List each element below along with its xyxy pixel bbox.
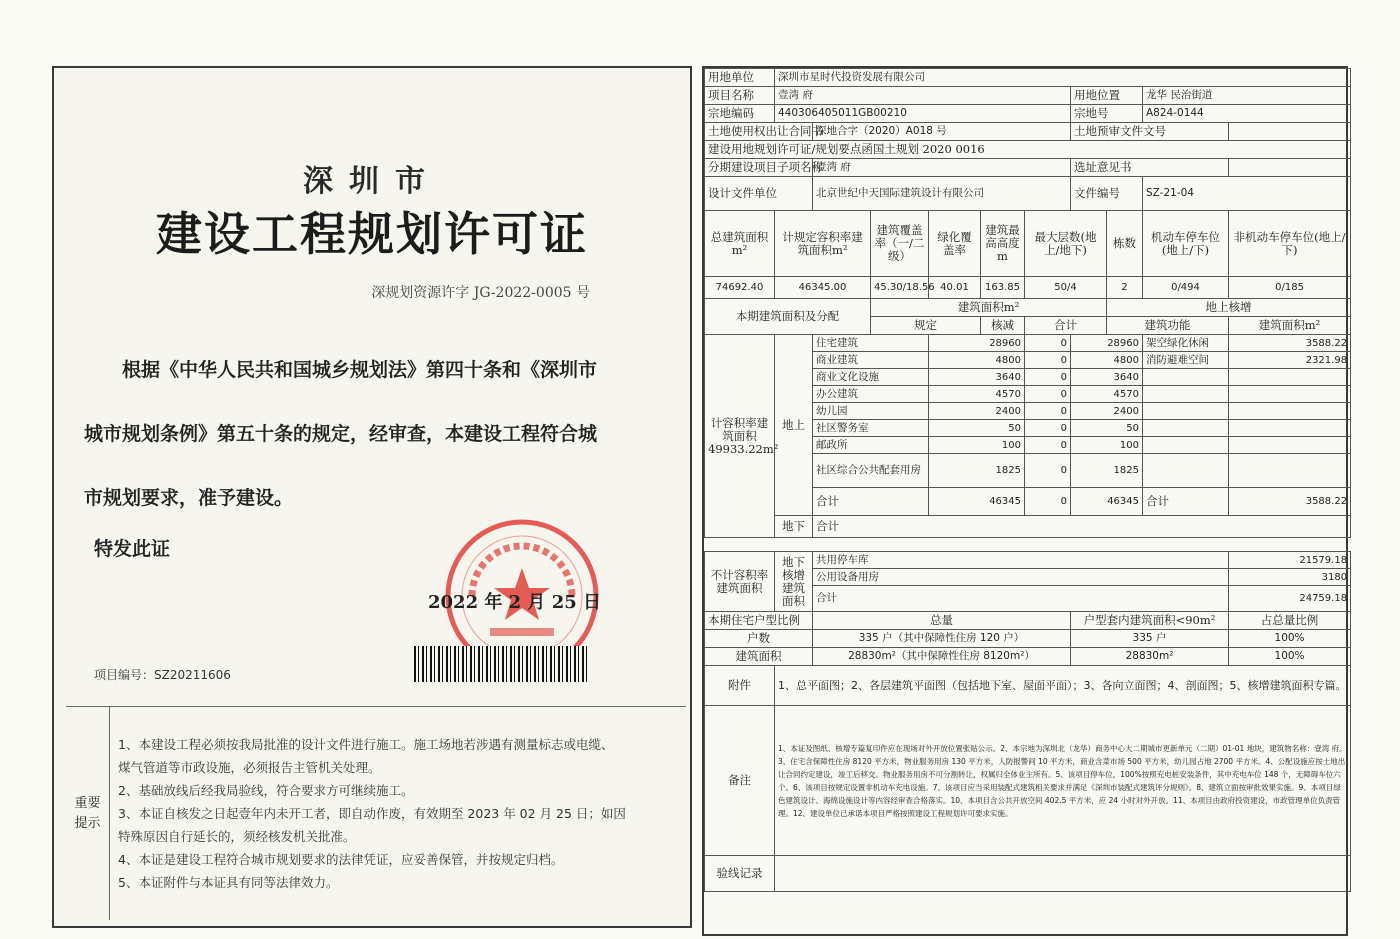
item-function	[1143, 437, 1229, 454]
unit-label: 用地单位	[705, 69, 775, 87]
metric-value: 163.85	[981, 277, 1025, 299]
para-line-1: 根据《中华人民共和国城乡规划法》第四十条和《深圳市	[122, 359, 598, 381]
notice-label-line-2: 提示	[74, 815, 101, 831]
site-opinion-value	[1229, 159, 1351, 177]
item-name: 邮政所	[813, 437, 929, 454]
item-verified: 0	[1025, 403, 1071, 420]
item-area	[1229, 369, 1351, 386]
designer-label: 设计文件单位	[705, 177, 813, 211]
notice-item: 2、基础放线后经我局验线，符合要求方可继续施工。	[118, 783, 414, 798]
col-area: 建筑面积m²	[1229, 317, 1351, 335]
item-function	[1143, 369, 1229, 386]
certificate-number: 深规划资源许字 JG-2022-0005 号	[371, 285, 590, 301]
below-sum-label: 合计	[813, 516, 1351, 538]
ratio-area-label: 建筑面积	[705, 648, 813, 666]
remarks-label: 备注	[705, 706, 775, 856]
item-planned: 2400	[929, 403, 1025, 420]
notice-item: 1、本建设工程必须按我局批准的设计文件进行施工。施工场地若涉遇有测量标志或电缆、	[118, 737, 614, 752]
item-planned: 50	[929, 420, 1025, 437]
ratio-total-header: 总量	[813, 612, 1071, 630]
city-heading: 深圳市	[303, 164, 441, 199]
item-total: 1825	[1071, 454, 1143, 488]
issue-date: 2022 年 2 月 25 日	[428, 592, 602, 613]
para-line-3: 市规划要求，准予建设。	[84, 487, 294, 509]
ratio-area-small: 28830m²	[1071, 648, 1229, 666]
item-function	[1143, 420, 1229, 437]
notice-label	[66, 707, 110, 920]
core-group-header: 地上核增	[1107, 299, 1351, 317]
item-total: 100	[1071, 437, 1143, 454]
sub-item-value: 壹湾 府	[813, 159, 1071, 177]
project-name-value: 壹湾 府	[775, 87, 1071, 105]
item-area	[1229, 420, 1351, 437]
barcode-icon	[414, 646, 590, 682]
permit-details-panel	[702, 66, 1348, 936]
col-total: 合计	[1025, 317, 1107, 335]
notice-label-line-1: 重要	[74, 795, 101, 811]
metric-header: 建筑最高高度m	[981, 211, 1025, 277]
metric-header: 计规定容积率建筑面积m²	[775, 211, 871, 277]
far-area-label: 计容积率建筑面积49933.22m²	[705, 335, 775, 538]
item-planned: 4570	[929, 386, 1025, 403]
metric-header: 非机动车停车位(地上/下)	[1229, 211, 1351, 277]
above-sum-label: 合计	[813, 488, 929, 516]
parcel-no-label: 宗地号	[1071, 105, 1143, 123]
ratio-households-pct: 100%	[1229, 630, 1351, 648]
notice-list	[118, 733, 678, 894]
col-verified: 核减	[981, 317, 1025, 335]
metric-value: 45.30/18.56	[871, 277, 929, 299]
metric-header: 建筑覆盖率（一/二级）	[871, 211, 929, 277]
notice-item: 4、本证是建设工程符合城市规划要求的法律凭证，应妥善保管，并按规定归档。	[118, 852, 564, 867]
non-far-item-value: 21579.18	[1229, 552, 1351, 569]
item-planned: 3640	[929, 369, 1025, 386]
important-notice-box	[66, 706, 686, 920]
metric-value: 74692.40	[705, 277, 775, 299]
remarks-text: 1、本证及图纸、核增专篇复印件应在现场对外开放位置张贴公示。2、本宗地为深圳北（龙华）商务中心大二期城市更新单元（二期）01-01 地块，建筑物名称：壹湾 府。3、住宅含保障性住房 8120 平方米，物业服务用房 130 平方米，人防报警间 10 平方米，商业含菜市场 500 平方米，幼儿园占地 2700 平方米。4、公配设施应按土地出让合同约定建设，竣工后移交。物业服务用房不可分割转让，权属归全体业主所有。5、该项目停车位，100%按照充电桩安装条件，其中充电车位 148 个，无障碍车位六个。6、该项目按规定设置非机动车充电设施。7、该项目应当采用装配式建筑相关要求并满足《深圳市装配式建筑评分规则》。8、建筑立面按审批效果实施。9、本项目绿色建筑设计、海绵设施设计等内容经审查合格落实。10、本项目含公共开放空间 402.5 平方米，应 24 小时对外开放。11、本项目由政府投资建设，市政管理单位负责管理。12、建设单位已承诺本项目严格按照建设工程规划许可要求实施。	[775, 706, 1351, 856]
ratio-households-total: 335 户（其中保障性住房 120 户）	[813, 630, 1071, 648]
contract-label: 土地使用权出让合同书	[705, 123, 813, 141]
metric-value: 0/185	[1229, 277, 1351, 299]
metric-value: 0/494	[1143, 277, 1229, 299]
land-permit-line: 建设用地规划许可证/规划要点函国土规划 2020 0016	[705, 141, 1351, 159]
item-function	[1143, 454, 1229, 488]
item-verified: 0	[1025, 420, 1071, 437]
item-name: 社区综合公共配套用房	[813, 454, 929, 488]
parcel-code-value: 440306405011GB00210	[775, 105, 1071, 123]
legal-basis-paragraph	[84, 338, 674, 530]
above-ground-label: 地上	[775, 335, 813, 516]
attachments-label: 附件	[705, 666, 775, 706]
parcel-no-value: A824-0144	[1143, 105, 1351, 123]
item-planned: 28960	[929, 335, 1025, 352]
notice-item: 5、本证附件与本证具有同等法律效力。	[118, 875, 339, 890]
item-function	[1143, 386, 1229, 403]
metric-value: 46345.00	[775, 277, 871, 299]
item-total: 28960	[1071, 335, 1143, 352]
sub-item-label: 分期建设项目子项名称	[705, 159, 813, 177]
item-verified: 0	[1025, 352, 1071, 369]
project-name-label: 项目名称	[705, 87, 775, 105]
area-group-header: 建筑面积m²	[871, 299, 1107, 317]
metric-value: 40.01	[929, 277, 981, 299]
project-number: 项目编号：SZ20211606	[94, 668, 231, 682]
metric-header: 总建筑面积m²	[705, 211, 775, 277]
ratio-header: 本期住宅户型比例	[705, 612, 813, 630]
non-far-item-name: 共用停车库	[813, 552, 1229, 569]
metric-header: 绿化覆盖率	[929, 211, 981, 277]
details-table	[704, 68, 1351, 892]
item-verified: 0	[1025, 386, 1071, 403]
item-total: 50	[1071, 420, 1143, 437]
item-area	[1229, 386, 1351, 403]
location-value: 龙华 民治街道	[1143, 87, 1351, 105]
item-planned: 4800	[929, 352, 1025, 369]
item-verified: 0	[1025, 437, 1071, 454]
ratio-households-small: 335 户	[1071, 630, 1229, 648]
item-area	[1229, 403, 1351, 420]
designer-value: 北京世纪中天国际建筑设计有限公司	[813, 177, 1071, 211]
ratio-area-pct: 100%	[1229, 648, 1351, 666]
item-total: 4570	[1071, 386, 1143, 403]
notice-item: 3、本证自核发之日起壹年内未开工者，即自动作废，有效期至 2023 年 02 月 25 日；如因	[118, 806, 626, 821]
metric-header: 最大层数(地上/地下)	[1025, 211, 1107, 277]
metric-header: 栋数	[1107, 211, 1143, 277]
metric-header: 机动车停车位(地上/下)	[1143, 211, 1229, 277]
location-label: 用地位置	[1071, 87, 1143, 105]
non-far-item-value: 3180	[1229, 569, 1351, 586]
para-line-2: 城市规划条例》第五十条的规定，经审查，本建设工程符合城	[84, 423, 598, 445]
file-no-value: SZ-21-04	[1143, 177, 1351, 211]
non-far-sub-label: 地下核增建筑面积	[775, 552, 813, 612]
col-planned: 规定	[871, 317, 981, 335]
item-area: 2321.98	[1229, 352, 1351, 369]
certificate-title: 建设工程规划许可证	[156, 207, 588, 261]
item-area	[1229, 437, 1351, 454]
pre-review-label: 土地预审文件文号	[1071, 123, 1229, 141]
below-ground-label: 地下	[775, 516, 813, 538]
non-far-label: 不计容积率建筑面积	[705, 552, 775, 612]
core-sum-label: 合计	[1143, 488, 1229, 516]
item-name: 办公建筑	[813, 386, 929, 403]
file-no-label: 文件编号	[1071, 177, 1143, 211]
ratio-small-header: 户型套内建筑面积<90m²	[1071, 612, 1229, 630]
metric-value: 50/4	[1025, 277, 1107, 299]
item-total: 3640	[1071, 369, 1143, 386]
above-sum-planned: 46345	[929, 488, 1025, 516]
ratio-area-total: 28830m²（其中保障性住房 8120m²）	[813, 648, 1071, 666]
contract-value: 深地合字（2020）A018 号	[813, 123, 1071, 141]
ratio-pct-header: 占总量比例	[1229, 612, 1351, 630]
item-verified: 0	[1025, 454, 1071, 488]
section-gap	[705, 538, 1351, 552]
notice-item: 煤气管道等市政设施，必须报告主管机关处理。	[118, 760, 381, 775]
item-function	[1143, 403, 1229, 420]
item-name: 商业建筑	[813, 352, 929, 369]
ratio-households-label: 户数	[705, 630, 813, 648]
pre-review-value	[1229, 123, 1351, 141]
unit-value: 深圳市星时代投资发展有限公司	[775, 69, 1351, 87]
item-name: 商业文化设施	[813, 369, 929, 386]
item-name: 社区警务室	[813, 420, 929, 437]
check-record-value	[775, 856, 1351, 892]
item-function: 消防避难空间	[1143, 352, 1229, 369]
parcel-code-label: 宗地编码	[705, 105, 775, 123]
core-sum-value: 3588.22	[1229, 488, 1351, 516]
notice-item: 特殊原因自行延长的，须经核发机关批准。	[118, 829, 356, 844]
permit-certificate-panel	[52, 66, 692, 928]
check-record-label: 验线记录	[705, 856, 775, 892]
site-opinion-label: 选址意见书	[1071, 159, 1229, 177]
item-planned: 1825	[929, 454, 1025, 488]
col-function: 建筑功能	[1107, 317, 1229, 335]
item-function: 架空绿化休闲	[1143, 335, 1229, 352]
area-distribution-header: 本期建筑面积及分配	[705, 299, 871, 335]
non-far-item-name: 合计	[813, 586, 1229, 612]
attachments-value: 1、总平面图；2、各层建筑平面图（包括地下室、屋面平面）；3、各向立面图；4、剖面图；5、核增建筑面积专篇。	[775, 666, 1351, 706]
above-sum-verified: 0	[1025, 488, 1071, 516]
item-total: 2400	[1071, 403, 1143, 420]
item-area	[1229, 454, 1351, 488]
item-planned: 100	[929, 437, 1025, 454]
item-total: 4800	[1071, 352, 1143, 369]
item-verified: 0	[1025, 335, 1071, 352]
above-sum-total: 46345	[1071, 488, 1143, 516]
item-verified: 0	[1025, 369, 1071, 386]
item-name: 幼儿园	[813, 403, 929, 420]
issue-statement: 特发此证	[94, 538, 171, 560]
metric-value: 2	[1107, 277, 1143, 299]
item-name: 住宅建筑	[813, 335, 929, 352]
item-area: 3588.22	[1229, 335, 1351, 352]
non-far-item-name: 公用设备用房	[813, 569, 1229, 586]
non-far-item-value: 24759.18	[1229, 586, 1351, 612]
